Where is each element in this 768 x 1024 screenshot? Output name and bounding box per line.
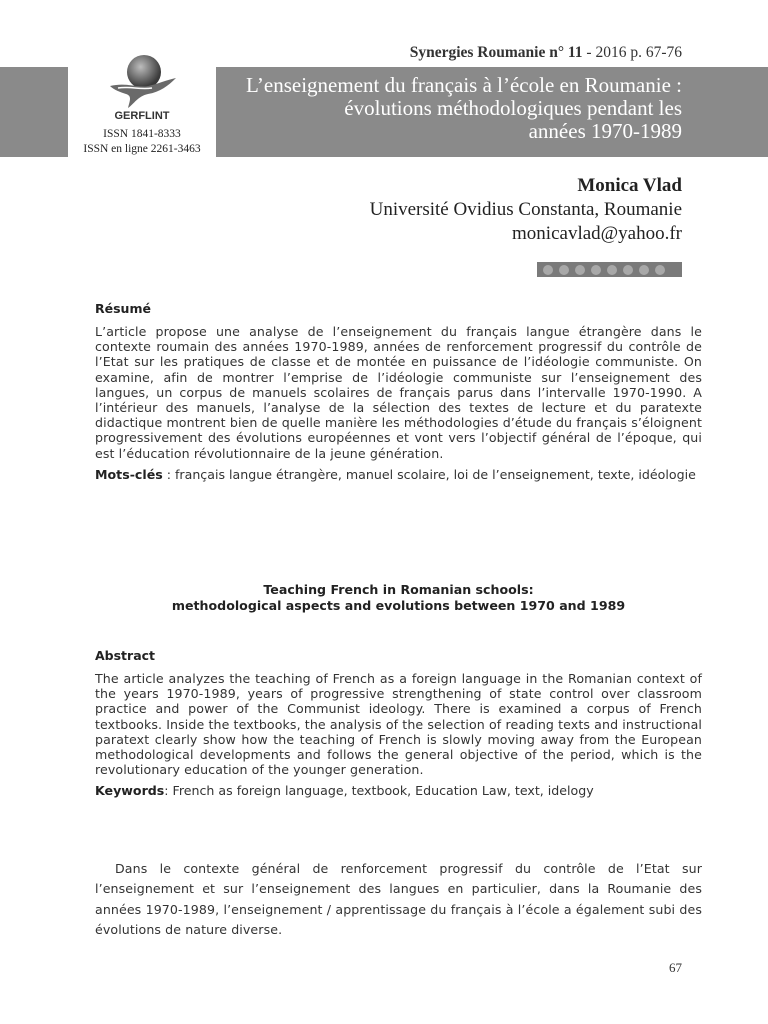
abstract-text: The article analyzes the teaching of French as a foreign language in the Romanian context of the years 1970-1989, years of progressive strengthening of state control over classroom practice and power of the Communist ideology. There is examined a corpus of French textbooks. Inside the textbooks, the analysis of the selection of reading texts and instructional paratext clearly show how the teaching of French is slowly moving away from the European methodological developments and follows the general objective of the period, which is the revolutionary education of the younger generation. [95, 671, 702, 778]
journal-reference [410, 44, 682, 62]
divider-dot [559, 265, 569, 275]
decorative-divider [537, 262, 682, 277]
resume-heading: Résumé [95, 301, 151, 316]
journal-name: Synergies Roumanie n° 11 [409, 44, 583, 61]
keywords-label: Mots-clés [95, 466, 163, 482]
issn-online: ISSN en ligne 2261-3463 [83, 143, 201, 155]
divider-dot [591, 265, 601, 275]
divider-dot [543, 265, 553, 275]
divider-dot [607, 265, 617, 275]
keywords-list: : French as foreign language, textbook, Education Law, text, idelogy [164, 783, 594, 799]
author-email: monicavlad@yahoo.fr [512, 223, 682, 244]
resume-keywords [95, 467, 702, 482]
divider-dot [655, 265, 665, 275]
page-number: 67 [669, 960, 682, 975]
abstract-heading: Abstract [95, 648, 156, 663]
journal-issue-pages: - 2016 p. 67-76 [582, 44, 682, 61]
author-affiliation: Université Ovidius Constanta, Roumanie [369, 199, 682, 220]
abstract-keywords [95, 783, 702, 798]
english-title-line: Teaching French in Romanian schools: [263, 582, 534, 597]
english-title-line: methodological aspects and evolutions between 1970 and 1989 [171, 598, 626, 613]
gerflint-bird-logo-icon [104, 52, 180, 110]
english-title [95, 582, 702, 614]
abstract-section [95, 648, 702, 799]
author-name: Monica Vlad [577, 175, 682, 196]
article-title-line: L’enseignement du français à l’école en Roumanie : [246, 73, 682, 97]
author-block [370, 174, 682, 246]
article-title [212, 74, 682, 143]
divider-dot [623, 265, 633, 275]
resume-section [95, 301, 702, 482]
article-title-line: années 1970-1989 [528, 119, 682, 143]
body-paragraph: Dans le contexte général de renforcement progressif du contrôle de l’Etat sur l’enseignement et sur l’enseignement des langues en particulier, dans la Roumanie des années 1970-1989, l’enseignement / apprentissage du français à l’école a également subi des évolutions de nature diverse. [95, 861, 702, 937]
resume-text: L’article propose une analyse de l’enseignement du français langue étrangère dans le contexte roumain des années 1970-1989, années de renforcement progressif du contrôle de l’Etat sur les pratiques de classe et de montée en puissance de l’idéologie communiste. On examine, afin de montrer l’emprise de l’idéologie communiste sur l’enseignement des langues, un corpus de manuels scolaires de français parus dans l’intervalle 1970-1990. A l’intérieur des manuels, l’analyse de la sélection des textes de lecture et du paratexte didactique montrent bien de quelle manière les méthodologies d’étude du français s’éloignent progressivement des évolutions européennes et vont vers l’objectif général de l’époque, qui est l’éducation révolutionnaire de la jeune génération. [95, 324, 702, 461]
issn-print: ISSN 1841-8333 [103, 128, 181, 140]
article-title-line: évolutions méthodologiques pendant les [344, 96, 682, 120]
divider-dot [575, 265, 585, 275]
keywords-list: : français langue étrangère, manuel scolaire, loi de l’enseignement, texte, idéologie [162, 466, 696, 482]
keywords-label: Keywords [95, 783, 165, 799]
publisher-logo-block [68, 48, 216, 158]
logo-wordmark: GERFLINT [114, 110, 170, 122]
divider-dot [639, 265, 649, 275]
